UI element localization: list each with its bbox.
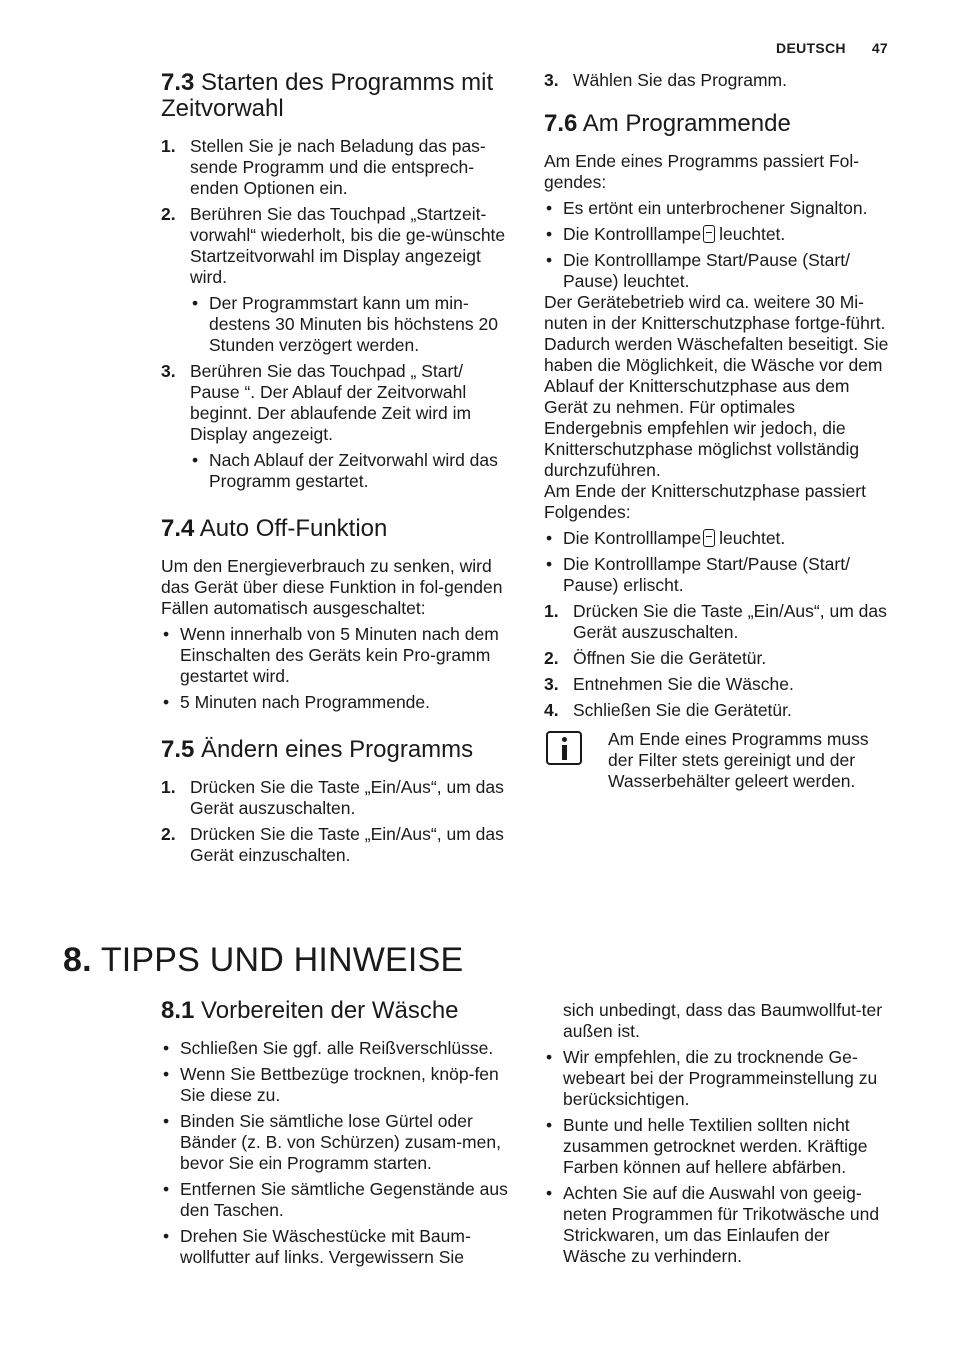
control-lamp-icon <box>703 529 715 547</box>
list-item: • Die Kontrolllampe Start/Pause (Start/ Pause) leuchtet. <box>544 250 894 292</box>
list-item: 4. Schließen Sie die Gerätetür. <box>544 700 792 720</box>
list-item: 2. Berühren Sie das Touchpad „Startzeit-vorwahl“ wiederholt, bis die ge-wünschte Startzeitvorwahl im Display angezeigt wird. • Der Programmstart kann um min-destens 30 Minuten bis höchstens 20 Stunden verzögert werden. <box>161 204 513 356</box>
list-item: • Entfernen Sie sämtliche Gegenstände aus den Taschen. <box>161 1179 513 1221</box>
section-7-6-paragraph: Am Ende der Knitterschutzphase passiert Folgendes: <box>544 481 866 522</box>
list-item: 2. Öffnen Sie die Gerätetür. <box>544 648 767 668</box>
section-7-6-heading: 7.6 Am Programmende <box>544 110 791 137</box>
left-column-chapter-8 <box>161 998 513 1273</box>
list-item: • 5 Minuten nach Programmende. <box>161 692 513 713</box>
list-item: 1. Drücken Sie die Taste „Ein/Aus“, um das Gerät auszuschalten. <box>161 777 504 818</box>
list-item: 3. Entnehmen Sie die Wäsche. <box>544 674 794 694</box>
list-item: • Die Kontrolllampe Start/Pause (Start/ Pause) erlischt. <box>544 554 894 596</box>
right-column-chapter-8 <box>544 1000 894 1272</box>
list-item: • Drehen Sie Wäschestücke mit Baum-wollfutter auf links. Vergewissern Sie <box>161 1226 513 1268</box>
list-item: • Schließen Sie ggf. alle Reißverschlüsse. <box>161 1038 513 1059</box>
page-header <box>776 38 888 59</box>
list-item: 3. Berühren Sie das Touchpad „ Start/ Pause “. Der Ablauf der Zeitvorwahl beginnt. Der ablaufende Zeit wird im Display angezeigt. • Nach Ablauf der Zeitvorwahl wird das Programm gestartet. <box>161 361 513 492</box>
list-item: • Die Kontrolllampe leuchtet. <box>544 224 894 245</box>
list-item: • Der Programmstart kann um min-destens 30 Minuten bis höchstens 20 Stunden verzögert werden. <box>190 293 513 356</box>
section-7-6-paragraph: Dadurch werden Wäschefalten beseitigt. Sie haben die Möglichkeit, die Wäsche vor dem Ablauf der Knitterschutzphase aus dem Gerät zu nehmen. Für optimales Endergebnis empfehlen wir jedoch, die Knitterschutzphase möglichst vollständig durchzuführen. <box>544 334 889 480</box>
list-item-continuation: sich unbedingt, dass das Baumwollfut-ter außen ist. <box>563 1000 883 1041</box>
page-number: 47 <box>871 40 888 56</box>
section-8-1-heading: 8.1 Vorbereiten der Wäsche <box>161 997 459 1024</box>
list-item: 1. Drücken Sie die Taste „Ein/Aus“, um das Gerät auszuschalten. <box>544 601 887 642</box>
section-7-5-steps-continued <box>544 70 894 91</box>
section-7-3-steps <box>161 136 513 492</box>
info-text: Am Ende eines Programms muss der Filter stets gereinigt und der Wasserbehälter geleert werden. <box>608 729 869 791</box>
header-language: DEUTSCH <box>776 40 846 56</box>
list-item: • Binden Sie sämtliche lose Gürtel oder Bänder (z. B. von Schürzen) zusam-men, bevor Sie ein Programm starten. <box>161 1111 513 1174</box>
list-item: 2. Drücken Sie die Taste „Ein/Aus“, um das Gerät einzuschalten. <box>161 824 504 865</box>
section-7-6-bullets-2 <box>544 528 894 596</box>
section-8-1-bullets-continued <box>544 1047 894 1267</box>
list-item: • Es ertönt ein unterbrochener Signalton. <box>544 198 894 219</box>
section-7-6-paragraph: Der Gerätebetrieb wird ca. weitere 30 Mi-nuten in der Knitterschutzphase fortge-führt. <box>544 292 886 333</box>
list-item: 3. Wählen Sie das Programm. <box>544 70 787 90</box>
list-item: • Nach Ablauf der Zeitvorwahl wird das Programm gestartet. <box>190 450 513 492</box>
section-7-6-intro: Am Ende eines Programms passiert Fol-gendes: <box>544 151 860 192</box>
section-7-3-heading: 7.3 Starten des Programms mit Zeitvorwahl <box>161 69 494 122</box>
list-item: • Die Kontrolllampe leuchtet. <box>544 528 894 549</box>
left-column <box>161 70 513 871</box>
section-7-5-heading: 7.5 Ändern eines Programms <box>161 736 474 763</box>
section-8-1-bullets <box>161 1038 513 1268</box>
list-item: • Achten Sie auf die Auswahl von geeig-neten Programmen für Trikotwäsche und Strickwaren, um das Einlaufen der Wäsche zu verhindern. <box>544 1183 894 1267</box>
list-item: 1. Stellen Sie je nach Beladung das pas-sende Programm und die entsprech-enden Optionen ein. <box>161 136 486 198</box>
right-column <box>544 70 894 792</box>
section-7-4-heading: 7.4 Auto Off-Funktion <box>161 515 388 542</box>
section-7-6-steps <box>544 601 894 721</box>
info-note <box>544 729 894 792</box>
section-7-4-intro: Um den Energieverbrauch zu senken, wird das Gerät über diese Funktion in fol-genden Fällen automatisch ausgeschaltet: <box>161 556 503 618</box>
section-7-6-bullets <box>544 198 894 292</box>
list-item: • Wenn Sie Bettbezüge trocknen, knöp-fen Sie diese zu. <box>161 1064 513 1106</box>
control-lamp-icon <box>703 225 715 243</box>
chapter-8-heading: 8. TIPPS UND HINWEISE <box>63 941 464 979</box>
section-7-5-steps <box>161 777 513 866</box>
list-item: • Bunte und helle Textilien sollten nicht zusammen getrocknet werden. Kräftige Farben können auf hellere abfärben. <box>544 1115 894 1178</box>
info-icon <box>546 731 582 765</box>
section-7-4-bullets <box>161 624 513 713</box>
list-item: • Wenn innerhalb von 5 Minuten nach dem Einschalten des Geräts kein Pro-gramm gestartet wird. <box>161 624 513 687</box>
list-item: • Wir empfehlen, die zu trocknende Ge-webeart bei der Programmeinstellung zu berücksichtigen. <box>544 1047 894 1110</box>
